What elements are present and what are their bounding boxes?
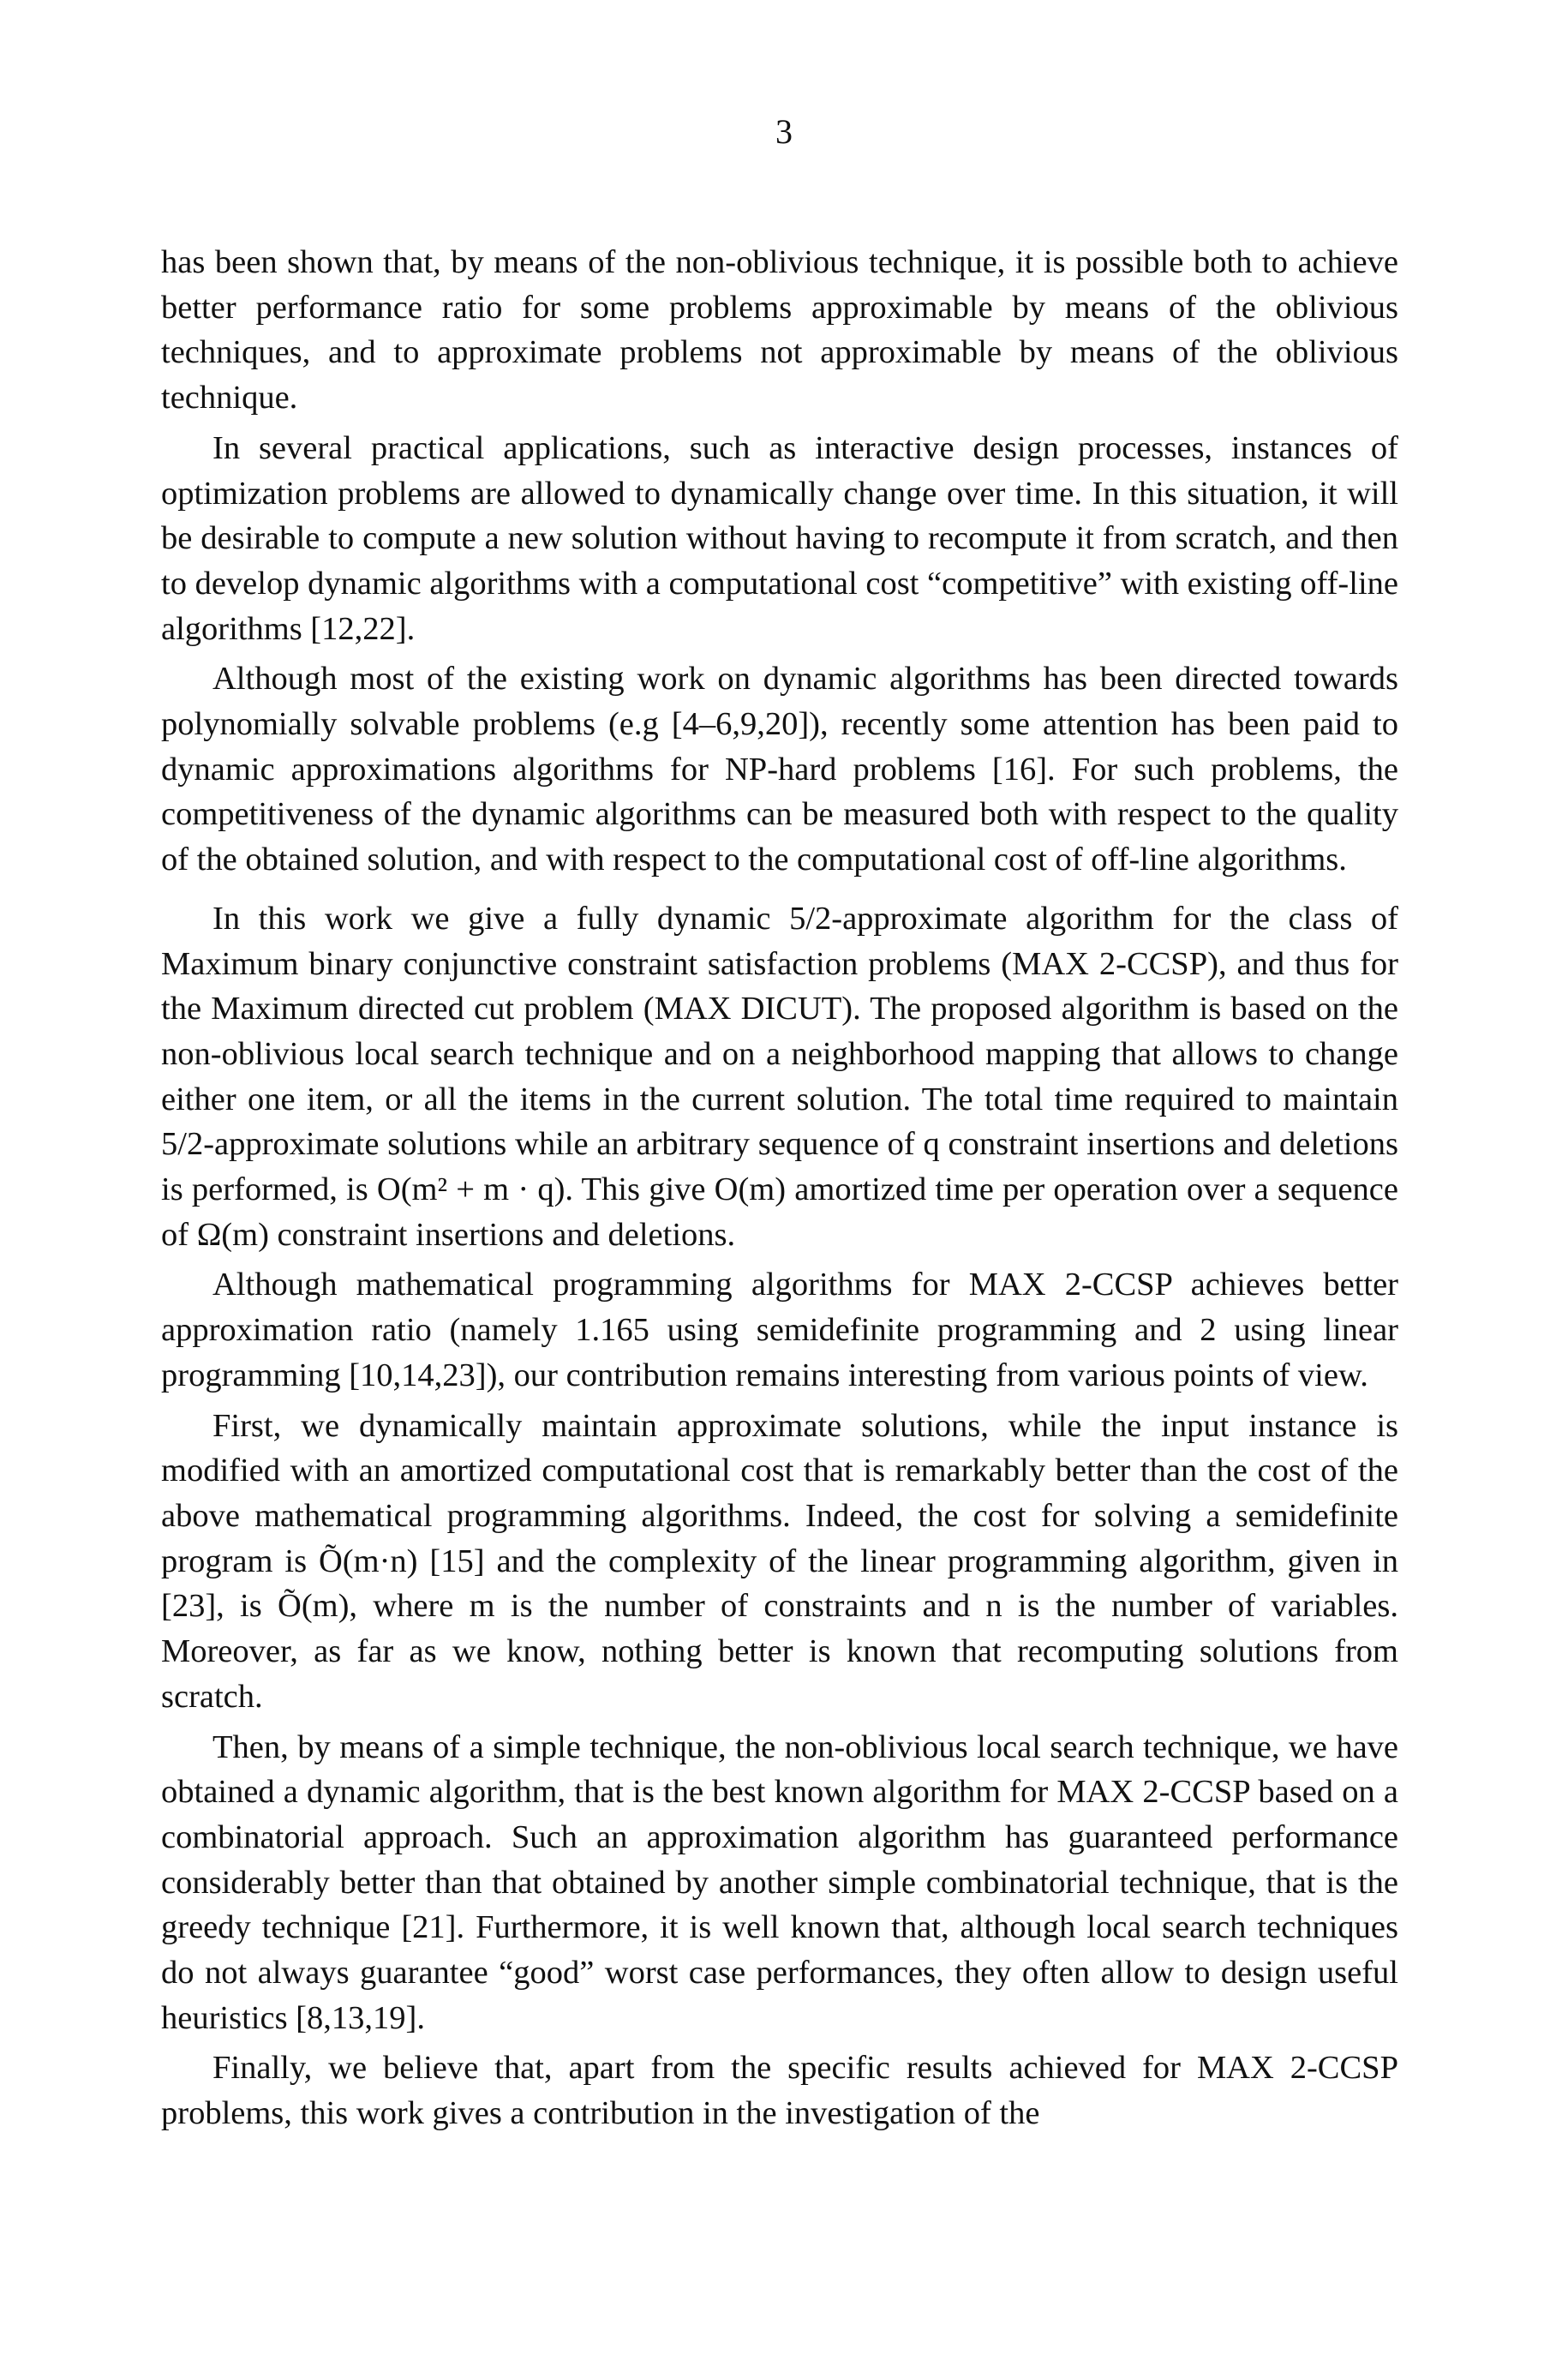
paragraph-math-programming: Although mathematical programming algorithms for MAX 2-CCSP achieves better approximation ratio (namely 1.165 using semidefinite programming and 2 using linear programming [10,14,23]), our contribution remains interesting from various points of view. <box>161 1267 1398 1393</box>
paragraph-continued-intro: has been shown that, by means of the non-oblivious technique, it is possible both to achieve better performance ratio for some problems approximable by means of the oblivious techniques, and to approximate problems not approximable by means of the oblivious technique. <box>161 244 1398 416</box>
paragraph-second-point: Then, by means of a simple technique, the non-oblivious local search technique, we have obtained a dynamic algorithm, that is the best known algorithm for MAX 2-CCSP based on a combinatorial approach. Such an approximation algorithm has guaranteed performance considerably better than that obtained by another simple combinatorial technique, that is the greedy technique [21]. Furthermore, it is well known that, although local search techniques do not always guarantee “good” worst case performances, they often allow to design useful heuristics [8,13,19]. <box>161 1728 1398 2036</box>
paragraph-dynamic-applications: In several practical applications, such as interactive design processes, instances of optimization problems are allowed to dynamically change over time. In this situation, it will be desirable to compute a new solution without having to recompute it from scratch, and then to develop dynamic algorithms with a computational cost “competitive” with existing off-line algorithms [12,22]. <box>161 429 1398 647</box>
paragraph-prior-work: Although most of the existing work on dynamic algorithms has been directed towards polynomially solvable problems (e.g [4–6,9,20]), recently some attention has been paid to dynamic approximations algorithms for NP-hard problems [16]. For such problems, the competitiveness of the dynamic algorithms can be measured both with respect to the quality of the obtained solution, and with respect to the computational cost of off-line algorithms. <box>161 661 1398 878</box>
paragraph-final-point: Finally, we believe that, apart from the specific results achieved for MAX 2-CCSP problems, this work gives a contribution in the investigation of the <box>161 2050 1398 2132</box>
paragraph-first-point: First, we dynamically maintain approximate solutions, while the input instance is modified with an amortized computational cost that is remarkably better than the cost of the above mathematical programming algorithms. Indeed, the cost for solving a semidefinite program is Õ(m·n) [15] and the complexity of the linear programming algorithm, given in [23], is Õ(m), where m is the number of constraints and n is the number of variables. Moreover, as far as we know, nothing better is known that recomputing solutions from scratch. <box>161 1407 1398 1715</box>
body-text <box>161 240 1398 2136</box>
page-number: 3 <box>775 112 793 151</box>
paragraph-contribution: In this work we give a fully dynamic 5/2-approximate algorithm for the class of Maximum binary conjunctive constraint satisfaction problems (MAX 2-CCSP), and thus for the Maximum directed cut problem (MAX DICUT). The proposed algorithm is based on the non-oblivious local search technique and on a neighborhood mapping that allows to change either one item, or all the items in the current solution. The total time required to maintain 5/2-approximate solutions while an arbitrary sequence of q constraint insertions and deletions is performed, is O(m² + m · q). This give O(m) amortized time per operation over a sequence of Ω(m) constraint insertions and deletions. <box>161 900 1398 1253</box>
